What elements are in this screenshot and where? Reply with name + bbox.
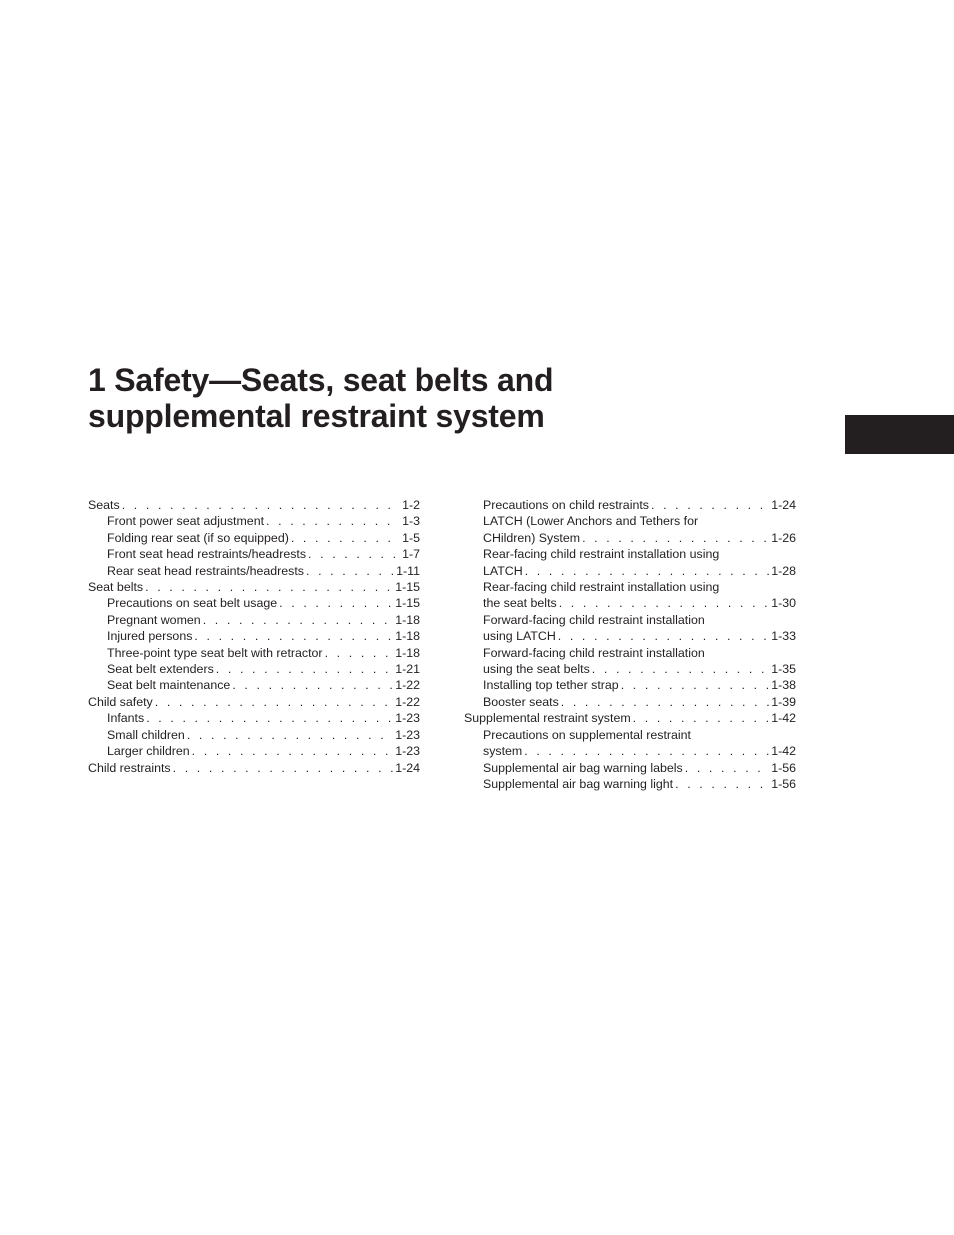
toc-leader-dots: [561, 694, 769, 710]
toc-entry-line: [483, 760, 796, 776]
toc-entry[interactable]: [464, 677, 796, 693]
toc-entry-line: [483, 595, 796, 611]
toc-leader-dots: [651, 497, 769, 513]
toc-entry[interactable]: [464, 612, 796, 645]
toc-entry-title: Three-point type seat belt with retractor: [107, 645, 323, 660]
toc-leader-dots: [559, 595, 769, 611]
toc-entry-line: [483, 497, 796, 513]
toc-entry[interactable]: [464, 513, 796, 546]
toc-entry-line: [107, 513, 420, 529]
toc-leader-dots: [146, 710, 393, 726]
toc-leader-dots: [279, 595, 393, 611]
toc-entry-title: Seats: [88, 498, 120, 512]
toc-entry-title: Larger children: [107, 744, 190, 759]
toc-entry[interactable]: [464, 579, 796, 612]
toc-entry-line: [107, 710, 420, 726]
toc-leader-dots: [216, 661, 393, 677]
toc-entry[interactable]: [88, 513, 420, 529]
toc-leader-dots: [558, 628, 769, 644]
toc-entry-title-first-line: LATCH (Lower Anchors and Tethers for: [483, 514, 699, 529]
toc-page-number: 1-42: [771, 711, 796, 726]
toc-entry[interactable]: [88, 497, 420, 513]
toc-page-number: 1-56: [771, 760, 796, 775]
toc-page-number: 1-42: [771, 744, 796, 759]
toc-leader-dots: [621, 677, 770, 693]
toc-entry[interactable]: [88, 677, 420, 693]
toc-entry-line: [107, 612, 420, 628]
toc-entry-line: [107, 727, 420, 743]
toc-leader-dots: [187, 727, 393, 743]
toc-entry-line: [107, 595, 420, 611]
toc-entry-line: [107, 563, 420, 579]
toc-entry[interactable]: [88, 595, 420, 611]
toc-entry[interactable]: [464, 645, 796, 678]
toc-column-right: [464, 497, 796, 792]
toc-entry-title: Booster seats: [483, 694, 559, 709]
toc-entry-line: [483, 661, 796, 677]
toc-entry[interactable]: [88, 661, 420, 677]
toc-entry[interactable]: [88, 563, 420, 579]
toc-entry[interactable]: [88, 694, 420, 710]
toc-leader-dots: [203, 612, 394, 628]
toc-entry-title: Seat belts: [88, 580, 144, 595]
toc-entry-title-first-line: Rear-facing child restraint installation using: [483, 580, 720, 595]
toc-page-number: 1-26: [771, 530, 796, 545]
toc-leader-dots: [325, 645, 394, 661]
toc-leader-dots: [675, 776, 769, 792]
toc-leader-dots: [592, 661, 769, 677]
toc-page-number: 1-22: [395, 694, 420, 709]
toc-entry-line: [107, 628, 420, 644]
toc-entry-line: [483, 776, 796, 792]
toc-entry-title: Supplemental restraint system: [464, 711, 631, 726]
toc-page-number: 1-18: [395, 629, 420, 644]
toc-entry-title: CHildren) System: [483, 530, 581, 545]
toc-entry-line: [483, 563, 796, 579]
toc-entry-title: Seat belt maintenance: [107, 678, 231, 693]
toc-entry[interactable]: [464, 710, 796, 726]
toc-entry-title: Front seat head restraints/headrests: [107, 547, 307, 562]
toc-page-number: 1-30: [771, 596, 796, 611]
toc-page-number: 1-23: [395, 711, 420, 726]
toc-entry[interactable]: [88, 645, 420, 661]
toc-page-number: 1-23: [395, 744, 420, 759]
toc-entry-line: [107, 661, 420, 677]
toc-entry-line: [107, 743, 420, 759]
toc-entry[interactable]: [88, 546, 420, 562]
toc-page-number: 1-24: [395, 760, 420, 775]
toc-leader-dots: [173, 760, 394, 776]
toc-entry[interactable]: [88, 628, 420, 644]
toc-entry-line: [483, 743, 796, 759]
toc-entry-title: Rear seat head restraints/headrests: [107, 563, 304, 578]
toc-leader-dots: [525, 563, 769, 579]
toc-entry-title: the seat belts: [483, 596, 557, 611]
toc-page-number: 1-23: [395, 727, 420, 742]
toc-entry-line: [88, 579, 420, 595]
toc-entry-title: Precautions on child restraints: [483, 498, 649, 512]
toc-entry-title: Infants: [107, 711, 145, 726]
toc-entry-title: Precautions on seat belt usage: [107, 596, 278, 611]
toc-leader-dots: [306, 563, 394, 579]
toc-entry-line: [483, 628, 796, 644]
toc-entry-title: LATCH: [483, 563, 523, 578]
toc-leader-dots: [194, 628, 393, 644]
toc-page-number: 1-18: [395, 645, 420, 660]
toc-entry-line: [483, 530, 796, 546]
toc-entry[interactable]: [88, 530, 420, 546]
toc-entry-title: Child safety: [88, 694, 153, 709]
toc-entry-title: Supplemental air bag warning light: [483, 776, 674, 791]
toc-entry-title: Small children: [107, 727, 185, 742]
toc-leader-dots: [122, 497, 400, 513]
toc-entry[interactable]: [88, 579, 420, 595]
toc-column-left: [88, 497, 420, 776]
chapter-title-line-1: 1 Safety—Seats, seat belts and: [88, 362, 554, 398]
toc-entry-title-first-line: Forward-facing child restraint installation: [483, 645, 705, 660]
toc-entry-line: [107, 645, 420, 661]
chapter-thumb-tab: [845, 415, 954, 454]
toc-entry-line: [464, 710, 796, 726]
chapter-title-line-2: supplemental restraint system: [88, 398, 545, 434]
toc-entry-title: Child restraints: [88, 760, 171, 775]
toc-leader-dots: [308, 546, 400, 562]
toc-entry[interactable]: [464, 694, 796, 710]
toc-page-number: 1-21: [395, 662, 420, 677]
toc-page-number: 1-15: [395, 596, 420, 611]
toc-entry-line: [483, 694, 796, 710]
toc-entry-title-first-line: Rear-facing child restraint installation using: [483, 547, 720, 562]
toc-entry-line: [107, 677, 420, 693]
toc-entry-line: [107, 546, 420, 562]
toc-entry-line: [88, 694, 420, 710]
toc-entry-title: Folding rear seat (if so equipped): [107, 530, 289, 545]
toc-page-number: 1-11: [396, 563, 420, 578]
toc-page-number: 1-2: [402, 498, 420, 512]
toc-page-number: 1-7: [402, 547, 420, 562]
toc-entry[interactable]: [464, 727, 796, 760]
toc-page-number: 1-24: [771, 498, 796, 512]
toc-entry[interactable]: [464, 760, 796, 776]
toc-page-number: 1-35: [771, 662, 796, 677]
toc-leader-dots: [582, 530, 769, 546]
toc-page-number: 1-18: [395, 612, 420, 627]
toc-page-number: 1-3: [402, 514, 420, 529]
toc-entry[interactable]: [88, 612, 420, 628]
toc-leader-dots: [291, 530, 400, 546]
toc-entry-title: system: [483, 744, 523, 759]
toc-leader-dots: [633, 710, 770, 726]
toc-entry-title-first-line: Forward-facing child restraint installation: [483, 612, 705, 627]
toc-entry-title-first-line: Precautions on supplemental restraint: [483, 727, 692, 742]
toc-leader-dots: [685, 760, 769, 776]
toc-page-number: 1-15: [395, 580, 420, 595]
toc-entry-title: using LATCH: [483, 629, 556, 644]
chapter-title: [88, 362, 553, 434]
toc-entry-title: Seat belt extenders: [107, 662, 214, 677]
toc-entry[interactable]: [464, 497, 796, 513]
toc-entry[interactable]: [464, 546, 796, 579]
toc-page-number: 1-33: [771, 629, 796, 644]
toc-page-number: 1-28: [771, 563, 796, 578]
toc-entry[interactable]: [88, 743, 420, 759]
toc-entry-title: Injured persons: [107, 629, 193, 644]
toc-leader-dots: [192, 743, 394, 759]
toc-entry-line: [88, 497, 420, 513]
toc-entry-title: Supplemental air bag warning labels: [483, 760, 683, 775]
toc-entry-title: Front power seat adjustment: [107, 514, 265, 529]
toc-leader-dots: [155, 694, 393, 710]
toc-entry[interactable]: [88, 760, 420, 776]
toc-entry[interactable]: [88, 710, 420, 726]
toc-entry-line: [107, 530, 420, 546]
toc-entry-line: [483, 677, 796, 693]
toc-entry-line: [88, 760, 420, 776]
toc-entry-title: Pregnant women: [107, 612, 201, 627]
toc-entry-title: using the seat belts: [483, 662, 590, 677]
toc-entry[interactable]: [88, 727, 420, 743]
toc-leader-dots: [524, 743, 769, 759]
toc-page-number: 1-22: [395, 678, 420, 693]
toc-page-number: 1-38: [771, 678, 796, 693]
toc-page-number: 1-39: [771, 694, 796, 709]
toc-leader-dots: [145, 579, 393, 595]
toc-page-number: 1-56: [771, 776, 796, 791]
toc-entry[interactable]: [464, 776, 796, 792]
toc-page-number: 1-5: [402, 530, 420, 545]
toc-leader-dots: [266, 513, 400, 529]
toc-entry-title: Installing top tether strap: [483, 678, 619, 693]
toc-leader-dots: [232, 677, 393, 693]
